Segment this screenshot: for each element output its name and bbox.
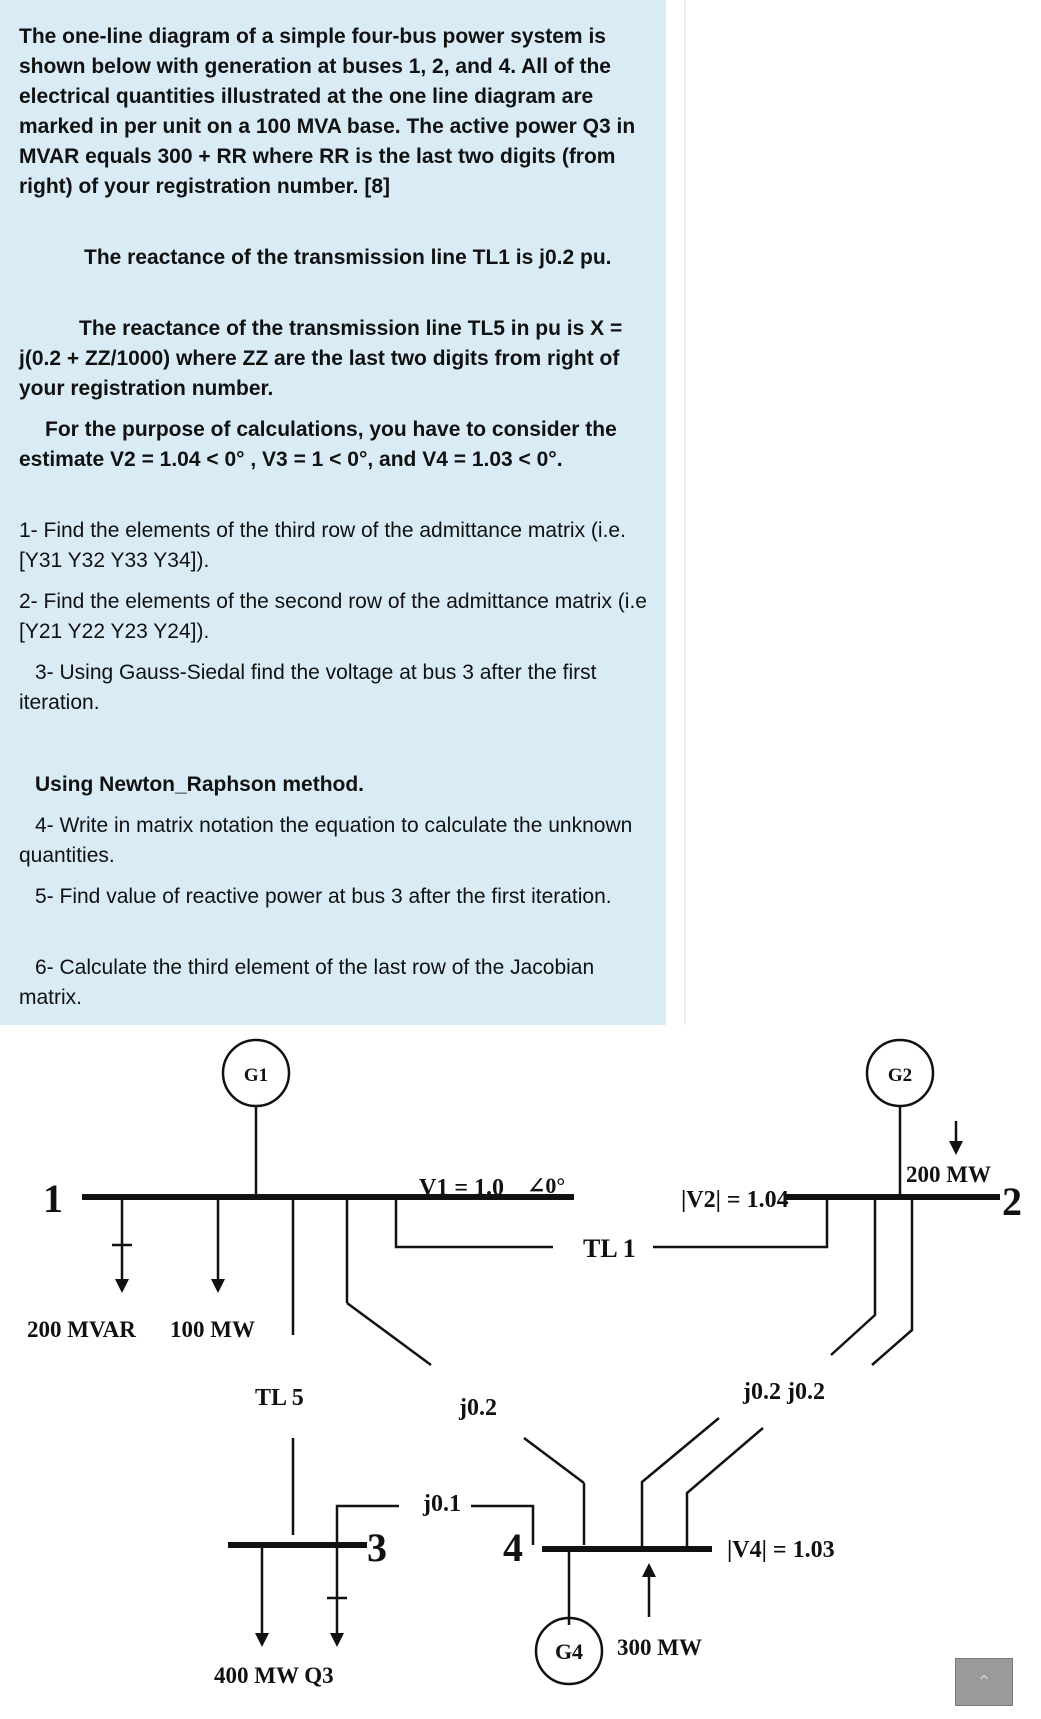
intro-paragraph: The one-line diagram of a simple four-bus power system is shown below with generation at buses 1, 2, and 4. All of the electrical quantities illustrated at the one line diagram are marked in per unit on a 100 MVA base. The active power Q3 in MVAR equals 300 + RR where RR is the last two digits (from right) of your registration number. [8] (19, 25, 636, 198)
load1-q-arrow (115, 1279, 129, 1293)
question-5: 5- Find value of reactive power at bus 3 after the first iteration. (35, 885, 612, 908)
load1-q-label: 200 MVAR (27, 1317, 136, 1342)
gen2-arrow (949, 1141, 963, 1155)
tl5-label: TL 5 (255, 1385, 304, 1411)
line24b-upper (872, 1197, 912, 1365)
tl1-label: TL 1 (583, 1234, 636, 1263)
question-6: 6- Calculate the third element of the last row of the Jacobian matrix. (19, 956, 595, 1009)
tl1-note: The reactance of the transmission line TL1 is j0.2 pu. (84, 246, 612, 269)
diagram-svg (19, 1025, 835, 1714)
scroll-to-top-button[interactable] (955, 1658, 1013, 1706)
bus2-number: 2 (1002, 1179, 1022, 1224)
tl1-left (396, 1197, 553, 1247)
bus1-number: 1 (43, 1176, 63, 1221)
newton-raphson-heading: Using Newton_Raphson method. (35, 773, 365, 796)
tl5-note: The reactance of the transmission line TL5 in pu is X = j(0.2 + ZZ/1000) where ZZ are the last two digits from right of your registration number. (19, 317, 623, 400)
g4-label: G4 (554, 1639, 584, 1664)
load3-p-arrow (255, 1633, 269, 1647)
v2-label: |V2| = 1.04 (681, 1187, 789, 1213)
x24-label: j0.2 j0.2 (743, 1379, 825, 1405)
load1-p-arrow (211, 1279, 225, 1293)
gen2-label: 200 MW (906, 1162, 991, 1187)
x34-label: j0.1 (423, 1491, 461, 1517)
line34-right (471, 1506, 533, 1545)
diagram-right-svg (666, 1025, 1041, 1714)
v4-label: |V4| = 1.03 (727, 1537, 835, 1563)
g2-label: G2 (887, 1065, 913, 1086)
question-2: 2- Find the elements of the second row of the admittance matrix (i.e [Y21 Y22 Y23 Y24]). (19, 590, 647, 643)
question-3: 3- Using Gauss-Siedal find the voltage at bus 3 after the first iteration. (19, 661, 597, 714)
diagram-right-part (666, 1025, 1041, 1719)
gen4-label: 300 MW (617, 1635, 702, 1660)
bus4-number: 4 (503, 1525, 523, 1570)
line14-diagonal (347, 1303, 431, 1365)
load3-q-arrow (330, 1633, 344, 1647)
load1-p-label: 100 MW (170, 1317, 255, 1342)
chevron-up-icon: ⌃ (976, 1672, 992, 1692)
load3-label: 400 MW Q3 (214, 1663, 334, 1688)
g1-label: G1 (243, 1065, 269, 1086)
question-4: 4- Write in matrix notation the equation to calculate the unknown quantities. (19, 814, 633, 867)
estimate-note: For the purpose of calculations, you have to consider the estimate V2 = 1.04 < 0° , V3 = 1 < 0°, and V4 = 1.03 < 0°. (19, 418, 617, 471)
gen4-arrow (642, 1563, 656, 1577)
line24a-upper (831, 1197, 875, 1355)
one-line-diagram (19, 1025, 835, 1714)
x14-label: j0.2 (459, 1395, 497, 1421)
question-1: 1- Find the elements of the third row of the admittance matrix (i.e. [Y31 Y32 Y33 Y34]). (19, 519, 626, 572)
v1-label: V1 = 1.0 (419, 1175, 505, 1201)
v1-angle: ∠0° (527, 1173, 566, 1198)
bus3-number: 3 (367, 1525, 387, 1570)
line14-lower (524, 1438, 584, 1483)
divider (684, 0, 686, 1025)
